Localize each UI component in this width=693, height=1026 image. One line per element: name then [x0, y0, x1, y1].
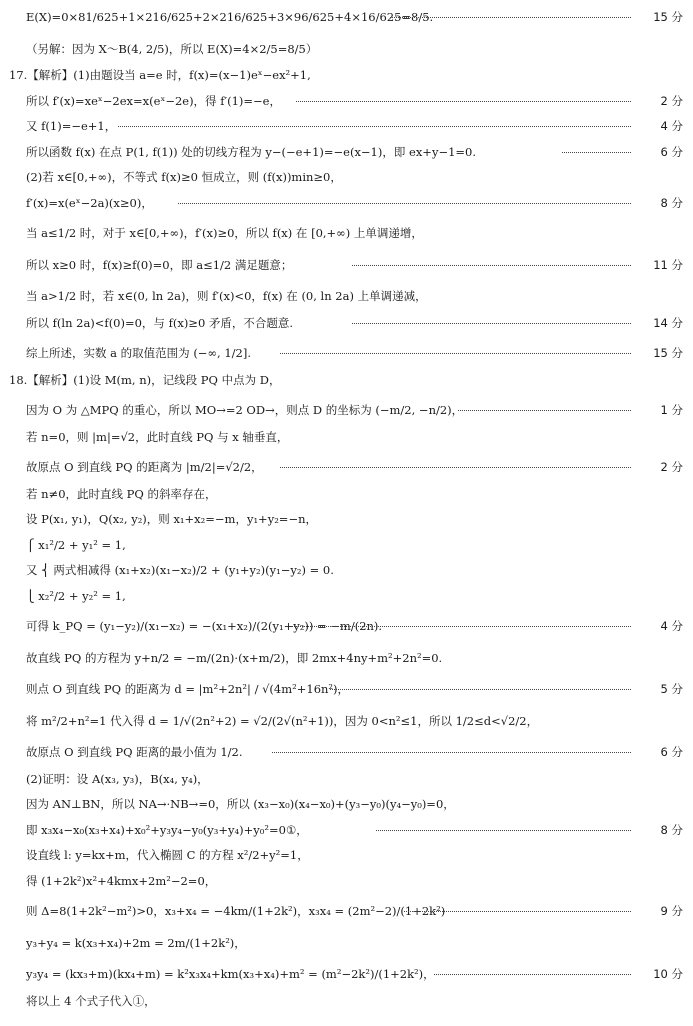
line-text: 综上所述，实数 a 的取值范围为 (−∞, 1/2].	[26, 346, 251, 360]
text-line	[0, 871, 693, 891]
score-label: 2 分	[660, 93, 683, 108]
dot-leader	[404, 911, 631, 912]
line-text: 因为 O 为 △MPQ 的重心，所以 MO→=2 OD→，则点 D 的坐标为 (−m/2, −n/2)，	[26, 403, 464, 417]
line-text: (2)证明：设 A(x₃, y₃)，B(x₄, y₄)，	[26, 771, 209, 786]
text-line	[0, 706, 693, 736]
dot-leader	[562, 152, 631, 153]
dot-leader	[118, 126, 631, 127]
line-text: E(X)=0×81/625+1×216/625+2×216/625+3×96/625+4×16/625=8/5.	[26, 10, 434, 24]
text-line	[0, 91, 693, 111]
line-text: 设 P(x₁, y₁)，Q(x₂, y₂)，则 x₁+x₂=−m，y₁+y₂=−n，	[26, 512, 317, 526]
line-text: 故原点 O 到直线 PQ 的距离为 |m/2|=√2/2，	[26, 460, 263, 474]
text-line	[0, 959, 693, 989]
dot-leader	[352, 323, 631, 324]
score-label: 8 分	[660, 822, 683, 837]
text-line	[0, 313, 693, 333]
text-line	[0, 34, 693, 64]
score-label: 15 分	[653, 346, 683, 360]
text-line	[0, 643, 693, 673]
text-line	[0, 193, 693, 213]
line-text: 将 m²/2+n²=1 代入得 d = 1/√(2n²+2) = √2/(2√(n²+1))，因为 0<n²≤1，所以 1/2≤d<√2/2，	[26, 713, 539, 728]
score-label: 15 分	[653, 10, 683, 24]
text-line	[0, 427, 693, 447]
dot-leader	[352, 265, 631, 266]
score-label: 6 分	[660, 144, 683, 159]
line-text: 当 a>1/2 时，若 x∈(0, ln 2a)，则 f′(x)<0，f(x) 在 (0, ln 2a) 上单调递减，	[26, 289, 427, 303]
dot-leader	[434, 974, 631, 975]
dot-leader	[330, 689, 631, 690]
dot-leader	[272, 752, 631, 753]
score-label: 9 分	[660, 904, 683, 918]
text-line	[0, 769, 693, 789]
line-text: 将以上 4 个式子代入①，	[26, 993, 156, 1008]
dot-leader	[458, 410, 631, 411]
score-label: 6 分	[660, 745, 683, 759]
score-label: 10 分	[653, 967, 683, 981]
text-line	[0, 218, 693, 248]
text-line	[0, 338, 693, 368]
text-line	[0, 845, 693, 865]
line-text: 因为 AN⊥BN，所以 NA→·NB→=0，所以 (x₃−x₀)(x₄−x₀)+(y₃−y₀)(y₄−y₀)=0，	[26, 797, 455, 811]
line-text: 所以 f(ln 2a)<f(0)=0，与 f(x)≥0 矛盾，不合题意.	[26, 315, 294, 330]
text-line	[0, 991, 693, 1011]
score-label: 8 分	[660, 195, 683, 210]
line-text: 可得 k_PQ = (y₁−y₂)/(x₁−x₂) = −(x₁+x₂)/(2(y₁+y₂)) = −m/(2n).	[26, 619, 383, 633]
text-line	[0, 611, 693, 641]
text-line	[0, 560, 693, 580]
line-text: y₃y₄ = (kx₃+m)(kx₄+m) = k²x₃x₄+km(x₃+x₄)+m² = (m²−2k²)/(1+2k²)，	[26, 967, 435, 981]
line-text: 得 (1+2k²)x²+4kmx+2m²−2=0，	[26, 873, 217, 888]
line-text: 即 x₃x₄−x₀(x₃+x₄)+x₀²+y₃y₄−y₀(y₃+y₄)+y₀²=0①，	[26, 822, 308, 837]
text-line	[0, 142, 693, 162]
dot-leader	[390, 17, 631, 18]
line-text: 故原点 O 到直线 PQ 距离的最小值为 1/2.	[26, 745, 243, 759]
line-text: f′(x)=x(eˣ−2a)(x≥0)，	[26, 195, 153, 210]
text-line	[0, 65, 693, 85]
line-text: （另解：因为 X～B(4, 2/5)，所以 E(X)=4×2/5=8/5）	[26, 41, 318, 56]
line-text: y₃+y₄ = k(x₃+x₄)+2m = 2m/(1+2k²)，	[26, 935, 246, 950]
text-line	[0, 509, 693, 529]
line-text: 所以 x≥0 时，f(x)≥f(0)=0，即 a≤1/2 满足题意；	[26, 257, 293, 272]
text-line	[0, 737, 693, 767]
line-text: 则 Δ=8(1+2k²−m²)>0，x₃+x₄ = −4km/(1+2k²)，x₃x₄ = (2m²−2)/(1+2k²)	[26, 904, 446, 918]
line-text: 17.【解析】(1)由题设当 a=e 时，f(x)=(x−1)eˣ−ex²+1,	[9, 68, 311, 82]
score-label: 11 分	[653, 257, 683, 272]
score-label: 4 分	[660, 619, 683, 633]
text-line	[0, 370, 693, 390]
score-label: 14 分	[653, 315, 683, 330]
line-text: 所以函数 f(x) 在点 P(1, f(1)) 处的切线方程为 y−(−e+1)=−e(x−1)，即 ex+y−1=0.	[26, 144, 477, 159]
line-text: 故直线 PQ 的方程为 y+n/2 = −m/(2n)·(x+m/2)，即 2mx+4ny+m²+2n²=0.	[26, 650, 443, 665]
text-line	[0, 167, 693, 187]
dot-leader	[280, 467, 631, 468]
text-line	[0, 896, 693, 926]
line-text: 则点 O 到直线 PQ 的距离为 d = |m²+2n²| / √(4m²+16n²)，	[26, 682, 350, 696]
score-label: 1 分	[660, 403, 683, 417]
line-text: 当 a≤1/2 时，对于 x∈[0,+∞)，f′(x)≥0，所以 f(x) 在 [0,+∞) 上单调递增，	[26, 226, 423, 240]
line-text: 又 f(1)=−e+1，	[26, 119, 117, 133]
line-text: ⎧ x₁²/2 + y₁² = 1,	[26, 537, 126, 552]
dot-leader	[376, 830, 631, 831]
dot-leader	[280, 353, 631, 354]
text-line	[0, 928, 693, 958]
line-text: 所以 f′(x)=xeˣ−2ex=x(eˣ−2e)，得 f′(1)=−e，	[26, 93, 281, 108]
line-text: 设直线 l: y=kx+m，代入椭圆 C 的方程 x²/2+y²=1，	[26, 848, 309, 862]
score-label: 5 分	[660, 682, 683, 696]
dot-leader	[178, 203, 631, 204]
text-line	[0, 2, 693, 32]
text-line	[0, 452, 693, 482]
dot-leader	[296, 101, 631, 102]
text-line	[0, 794, 693, 814]
score-label: 4 分	[660, 119, 683, 133]
text-line	[0, 395, 693, 425]
text-line	[0, 116, 693, 136]
line-text: ⎩ x₂²/2 + y₂² = 1,	[26, 588, 126, 603]
text-line	[0, 281, 693, 311]
text-line	[0, 820, 693, 840]
line-text: (2)若 x∈[0,+∞)，不等式 f(x)≥0 恒成立，则 (f(x))min≥0，	[26, 170, 342, 184]
line-text: 若 n=0，则 |m|=√2，此时直线 PQ 与 x 轴垂直，	[26, 429, 289, 444]
line-text: 若 n≠0，此时直线 PQ 的斜率存在，	[26, 486, 217, 501]
dot-leader	[292, 626, 631, 627]
text-line	[0, 484, 693, 504]
text-line	[0, 535, 693, 555]
line-text: 又 ⎨ 两式相减得 (x₁+x₂)(x₁−x₂)/2 + (y₁+y₂)(y₁−y₂) = 0.	[26, 563, 334, 577]
text-line	[0, 250, 693, 280]
score-label: 2 分	[660, 460, 683, 474]
text-line	[0, 674, 693, 704]
line-text: 18.【解析】(1)设 M(m, n)，记线段 PQ 中点为 D，	[9, 372, 281, 387]
text-line	[0, 586, 693, 606]
